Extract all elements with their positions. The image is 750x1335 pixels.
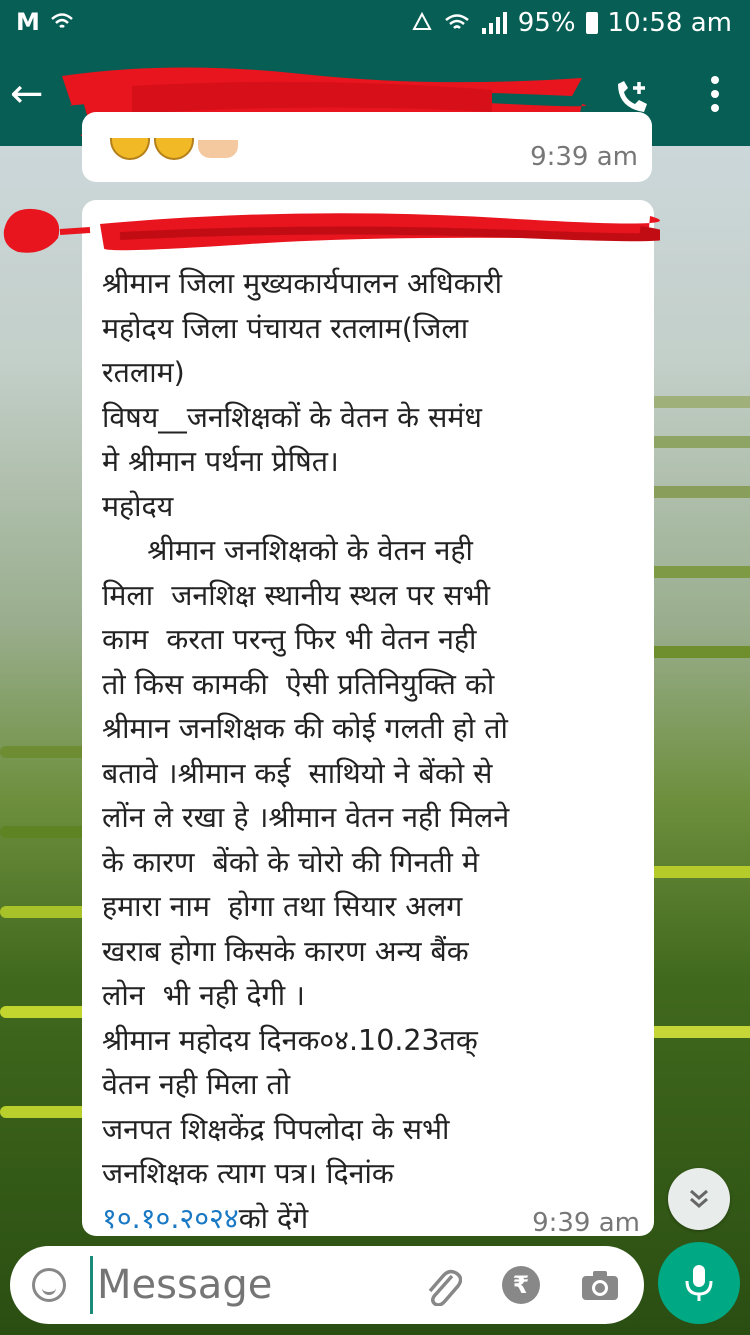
signal-icon (480, 12, 508, 34)
previous-message-bubble[interactable] (82, 112, 652, 182)
more-options-icon[interactable] (708, 76, 722, 118)
hand-emoji-icon (198, 140, 238, 158)
status-bar (0, 0, 750, 48)
microphone-icon (684, 1263, 714, 1303)
attach-icon[interactable] (422, 1264, 462, 1306)
wifi-icon (444, 13, 470, 33)
voice-message-button[interactable] (658, 1242, 740, 1324)
recycle-icon (410, 11, 434, 35)
grinning-emoji-icon (110, 138, 150, 160)
battery-icon (586, 12, 598, 34)
battery-level: 95% (517, 8, 576, 38)
double-chevron-down-icon (686, 1186, 712, 1212)
redacted-sender-name (0, 200, 660, 260)
camera-icon[interactable] (580, 1268, 620, 1302)
wifi-icon (50, 12, 74, 32)
message-bubble[interactable] (82, 200, 654, 1236)
grinning-emoji-icon (154, 138, 194, 160)
emoji-icon[interactable] (32, 1268, 66, 1302)
back-arrow-icon[interactable]: ← (10, 71, 44, 117)
clock: 10:58 am (607, 8, 732, 38)
message-date-link[interactable]: १०.१०.२०२४ (102, 1201, 239, 1235)
gmail-icon: M (16, 8, 40, 36)
message-time: 9:39 am (530, 142, 638, 172)
payment-icon[interactable]: ₹ (502, 1266, 540, 1304)
scroll-to-bottom-button[interactable] (668, 1168, 730, 1230)
message-input[interactable] (90, 1256, 410, 1314)
message-text (102, 262, 642, 1241)
message-body-end: को देंगे (238, 1201, 309, 1235)
message-composer (10, 1246, 644, 1324)
message-time: 9:39 am (532, 1208, 640, 1238)
message-body: श्रीमान जिला मुख्यकार्यपालन अधिकारी महोदय जिला पंचायत रतलाम(जिला रतलाम) विषय__जनशिक्षकों के वेतन के समंध मे श्रीमान पर्थना प्रेषित। महोदय श्रीमान जनशिक्षको के वेतन नही मिला जनशिक्ष स्थानीय स्थल पर सभी काम करता परन्तु फिर भी वेतन नही तो किस कामकी ऐसी प्रतिनियुक्ति को श्रीमान जनशिक्षक की कोई गलती हो तो बतावे ।श्रीमान कई साथियो ने बेंको से लोंन ले रखा हे ।श्रीमान वेतन नही मिलने के कारण बेंको के चोरो की गिनती मे हमारा नाम होगा तथा सियार अलग खराब होगा किसके कारण अन्य बैंक लोन भी नही देगी । श्रीमान महोदय दिनक०४.10.23तक् वेतन नही मिला तो जनपत शिक्षकेंद्र पिपलोदा के सभी जनशिक्षक त्याग पत्र। दिनांक (102, 267, 510, 1190)
